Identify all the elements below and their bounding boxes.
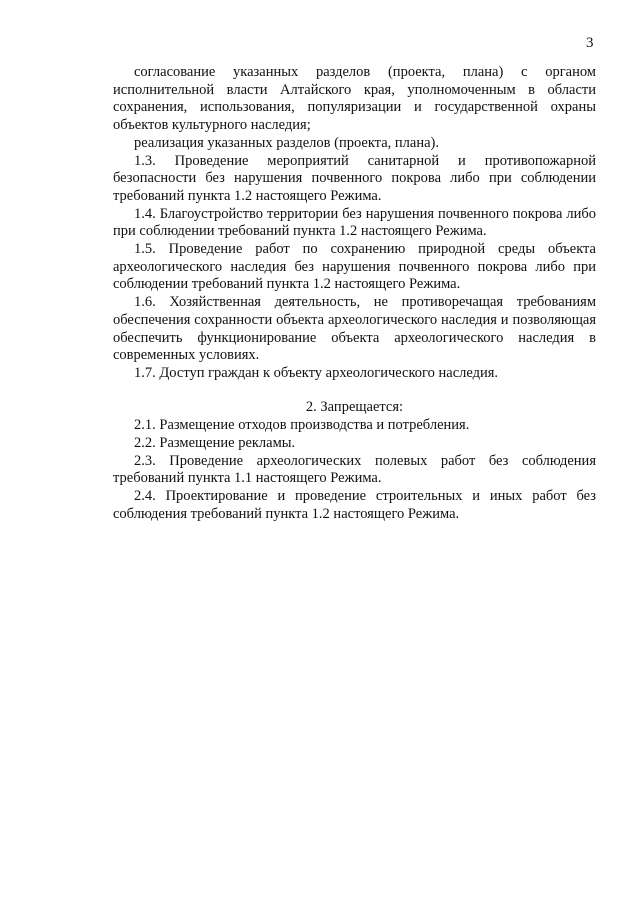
paragraph-1-5: 1.5. Проведение работ по сохранению природной среды объекта археологического наследия без нарушения почвенного покрова либо при соблюдении требований пункта 1.2 настоящего Режима. <box>113 241 596 293</box>
paragraph-1-4: 1.4. Благоустройство территории без нарушения почвенного покрова либо при соблюдении требований пункта 1.2 настоящего Режима. <box>113 205 596 240</box>
paragraph-approval: согласование указанных разделов (проекта, плана) с органом исполнительной власти Алтайского края, уполномоченным в области сохранения, использования, популяризации и государственной охраны объектов культурного наследия; <box>113 64 596 134</box>
document-body <box>113 64 596 524</box>
section-2-heading: 2. Запрещается: <box>305 398 404 415</box>
paragraph-implementation: реализация указанных разделов (проекта, плана). <box>134 134 439 151</box>
paragraph-1-6: 1.6. Хозяйственная деятельность, не противоречащая требованиям обеспечения сохранности объекта археологического наследия и позволяющая обеспечить функционирование объекта археологического наследия в современных условиях. <box>113 294 596 364</box>
paragraph-1-3: 1.3. Проведение мероприятий санитарной и противопожарной безопасности без нарушения почвенного покрова либо при соблюдении требований пункта 1.2 настоящего Режима. <box>113 152 596 204</box>
paragraph-2-3: 2.3. Проведение археологических полевых работ без соблюдения требований пункта 1.1 настоящего Режима. <box>113 452 596 487</box>
paragraph-2-1: 2.1. Размещение отходов производства и потребления. <box>134 417 470 434</box>
paragraph-2-2: 2.2. Размещение рекламы. <box>134 435 296 452</box>
paragraph-2-4: 2.4. Проектирование и проведение строительных и иных работ без соблюдения требований пункта 1.2 настоящего Режима. <box>113 488 596 522</box>
page-number: 3 <box>586 35 594 51</box>
paragraph-1-7: 1.7. Доступ граждан к объекту археологического наследия. <box>134 364 499 381</box>
